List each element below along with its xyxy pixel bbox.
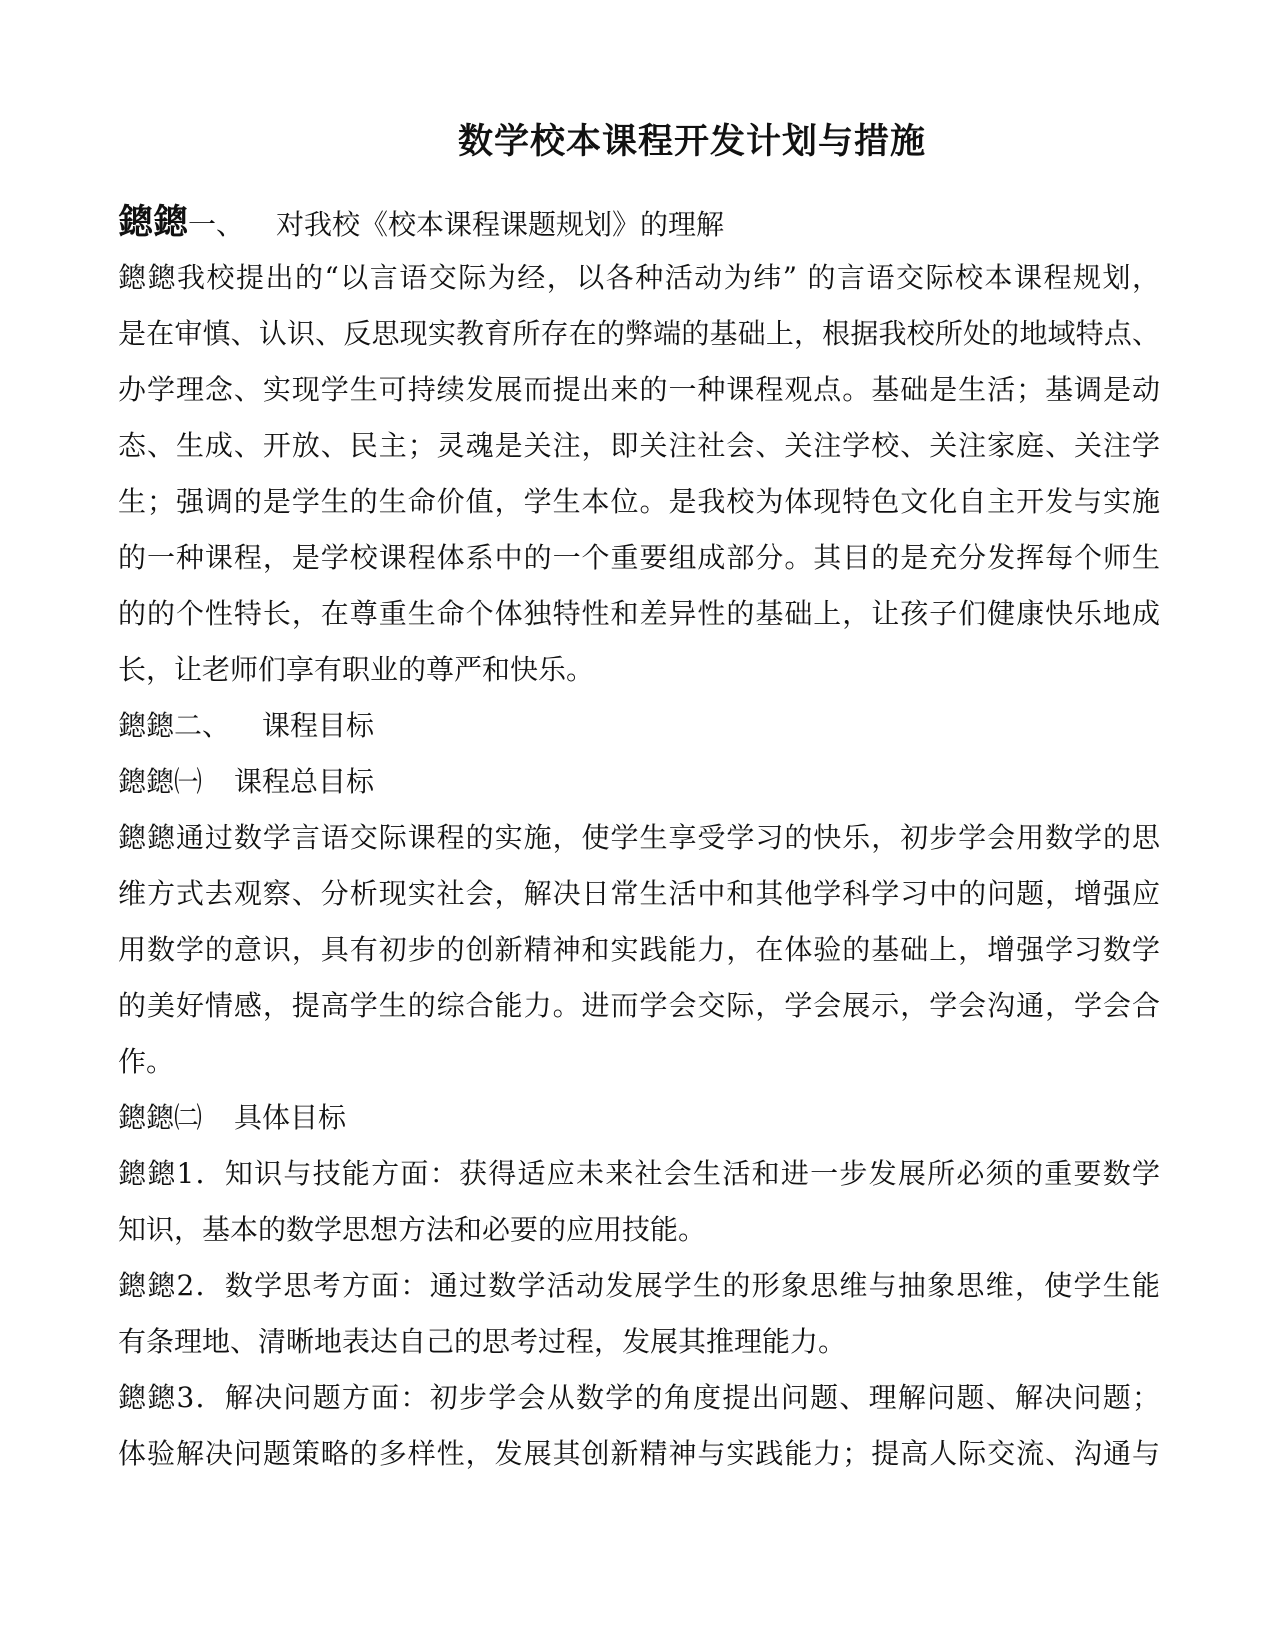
paragraph-line: 作。 [118,1045,175,1078]
document-body [118,196,1160,1482]
section-heading-text: 课程目标 [262,709,375,742]
goal-problem-solving [118,1370,1160,1482]
paragraph-line: 鏓鏓1．知识与技能方面：获得适应未来社会生活和进一步发展所必须的重要数学 [118,1157,1160,1190]
paragraph-line: 的美好情感，提高学生的综合能力。进而学会交际，学会展示，学会沟通，学会合 [118,989,1160,1022]
subsection-heading-overall-goal [118,754,1160,810]
paragraph-line: 体验解决问题策略的多样性，发展其创新精神与实践能力；提高人际交流、沟通与 [118,1437,1160,1470]
subsection-heading-text: 具体目标 [234,1101,347,1134]
paragraph-line: 知识，基本的数学思想方法和必要的应用技能。 [118,1213,707,1246]
paragraph-line: 办学理念、实现学生可持续发展而提出来的一种课程观点。基础是生活；基调是动 [118,373,1160,406]
paragraph-overall-goal [118,810,1160,1090]
section-number: 一、 [188,208,245,241]
section-heading-two [118,698,1160,754]
paragraph-line: 的的个性特长，在尊重生命个体独特性和差异性的基础上，让孩子们健康快乐地成 [118,597,1160,630]
subsection-heading-specific-goals [118,1090,1160,1146]
paragraph-line: 鏓鏓通过数学言语交际课程的实施，使学生享受学习的快乐，初步学会用数学的思 [118,821,1160,854]
paragraph-line: 维方式去观察、分析现实社会，解决日常生活中和其他学科学习中的问题，增强应 [118,877,1160,910]
subsection-heading-text: 课程总目标 [234,765,375,798]
paragraph-line: 鏓鏓3．解决问题方面：初步学会从数学的角度提出问题、理解问题、解决问题； [118,1381,1160,1414]
paragraph-line: 鏓鏓2．数学思考方面：通过数学活动发展学生的形象思维与抽象思维，使学生能 [118,1269,1160,1302]
paragraph-line: 态、生成、开放、民主；灵魂是关注，即关注社会、关注学校、关注家庭、关注学 [118,429,1160,462]
subsection-prefix: 鏓鏓㈠ [118,765,203,798]
paragraph-line: 是在审慎、认识、反思现实教育所存在的弊端的基础上，根据我校所处的地域特点、 [118,317,1160,350]
goal-knowledge-skills [118,1146,1160,1258]
section-prefix: 鏓鏓二、 [118,709,231,742]
section-marker: 鏓鏓 [118,202,189,243]
paragraph-line: 的一种课程，是学校课程体系中的一个重要组成部分。其目的是充分发挥每个师生 [118,541,1160,574]
paragraph-line: 用数学的意识，具有初步的创新精神和实践能力，在体验的基础上，增强学习数学 [118,933,1160,966]
paragraph-line: 鏓鏓我校提出的“以言语交际为经，以各种活动为纬” 的言语交际校本课程规划， [118,261,1160,294]
paragraph-line: 有条理地、清晰地表达自己的思考过程，发展其推理能力。 [118,1325,847,1358]
paragraph-line: 长，让老师们享有职业的尊严和快乐。 [118,653,595,686]
goal-math-thinking [118,1258,1160,1370]
document-title: 数学校本课程开发计划与措施 [458,121,927,162]
section-heading-text: 对我校《校本课程课题规划》的理解 [276,208,725,241]
section-heading-one [118,196,1160,250]
subsection-prefix: 鏓鏓㈡ [118,1101,203,1134]
paragraph-understanding [118,250,1160,698]
paragraph-line: 生；强调的是学生的生命价值，学生本位。是我校为体现特色文化自主开发与实施 [118,485,1160,518]
